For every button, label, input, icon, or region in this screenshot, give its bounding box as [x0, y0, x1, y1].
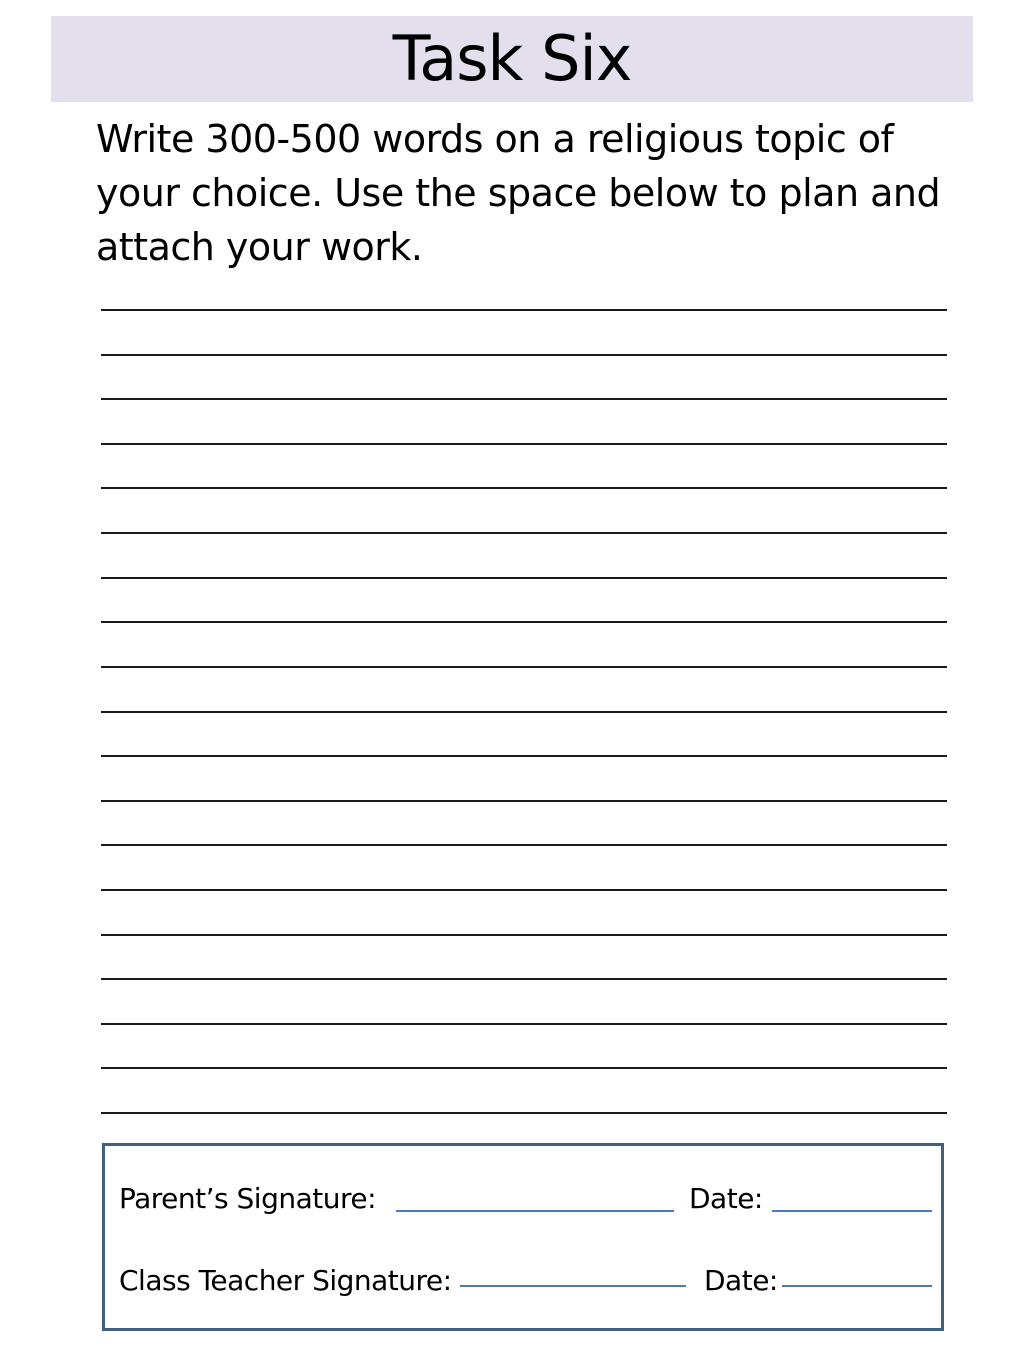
- teacher-date-line[interactable]: [782, 1285, 932, 1287]
- teacher-date-label: Date:: [704, 1264, 778, 1297]
- teacher-signature-label: Class Teacher Signature:: [119, 1264, 452, 1297]
- writing-line[interactable]: [101, 711, 947, 713]
- writing-line[interactable]: [101, 532, 947, 534]
- writing-line[interactable]: [101, 889, 947, 891]
- page-title: Task Six: [392, 22, 632, 95]
- writing-line[interactable]: [101, 800, 947, 802]
- parent-signature-label: Parent’s Signature:: [119, 1182, 377, 1215]
- writing-line[interactable]: [101, 398, 947, 400]
- writing-line[interactable]: [101, 1067, 947, 1069]
- parent-date-line[interactable]: [772, 1210, 932, 1212]
- writing-line[interactable]: [101, 443, 947, 445]
- writing-line[interactable]: [101, 354, 947, 356]
- writing-line[interactable]: [101, 755, 947, 757]
- writing-line[interactable]: [101, 577, 947, 579]
- teacher-signature-line[interactable]: [460, 1285, 686, 1287]
- writing-line[interactable]: [101, 487, 947, 489]
- writing-line[interactable]: [101, 1112, 947, 1114]
- writing-line[interactable]: [101, 978, 947, 980]
- parent-signature-line[interactable]: [396, 1210, 674, 1212]
- writing-line[interactable]: [101, 934, 947, 936]
- writing-line[interactable]: [101, 844, 947, 846]
- writing-line[interactable]: [101, 1023, 947, 1025]
- task-instructions: Write 300-500 words on a religious topic of your choice. Use the space below to plan and attach your work.: [96, 117, 941, 269]
- signature-box: [102, 1143, 944, 1331]
- writing-line[interactable]: [101, 621, 947, 623]
- writing-line[interactable]: [101, 666, 947, 668]
- parent-date-label: Date:: [689, 1182, 763, 1215]
- writing-line[interactable]: [101, 309, 947, 311]
